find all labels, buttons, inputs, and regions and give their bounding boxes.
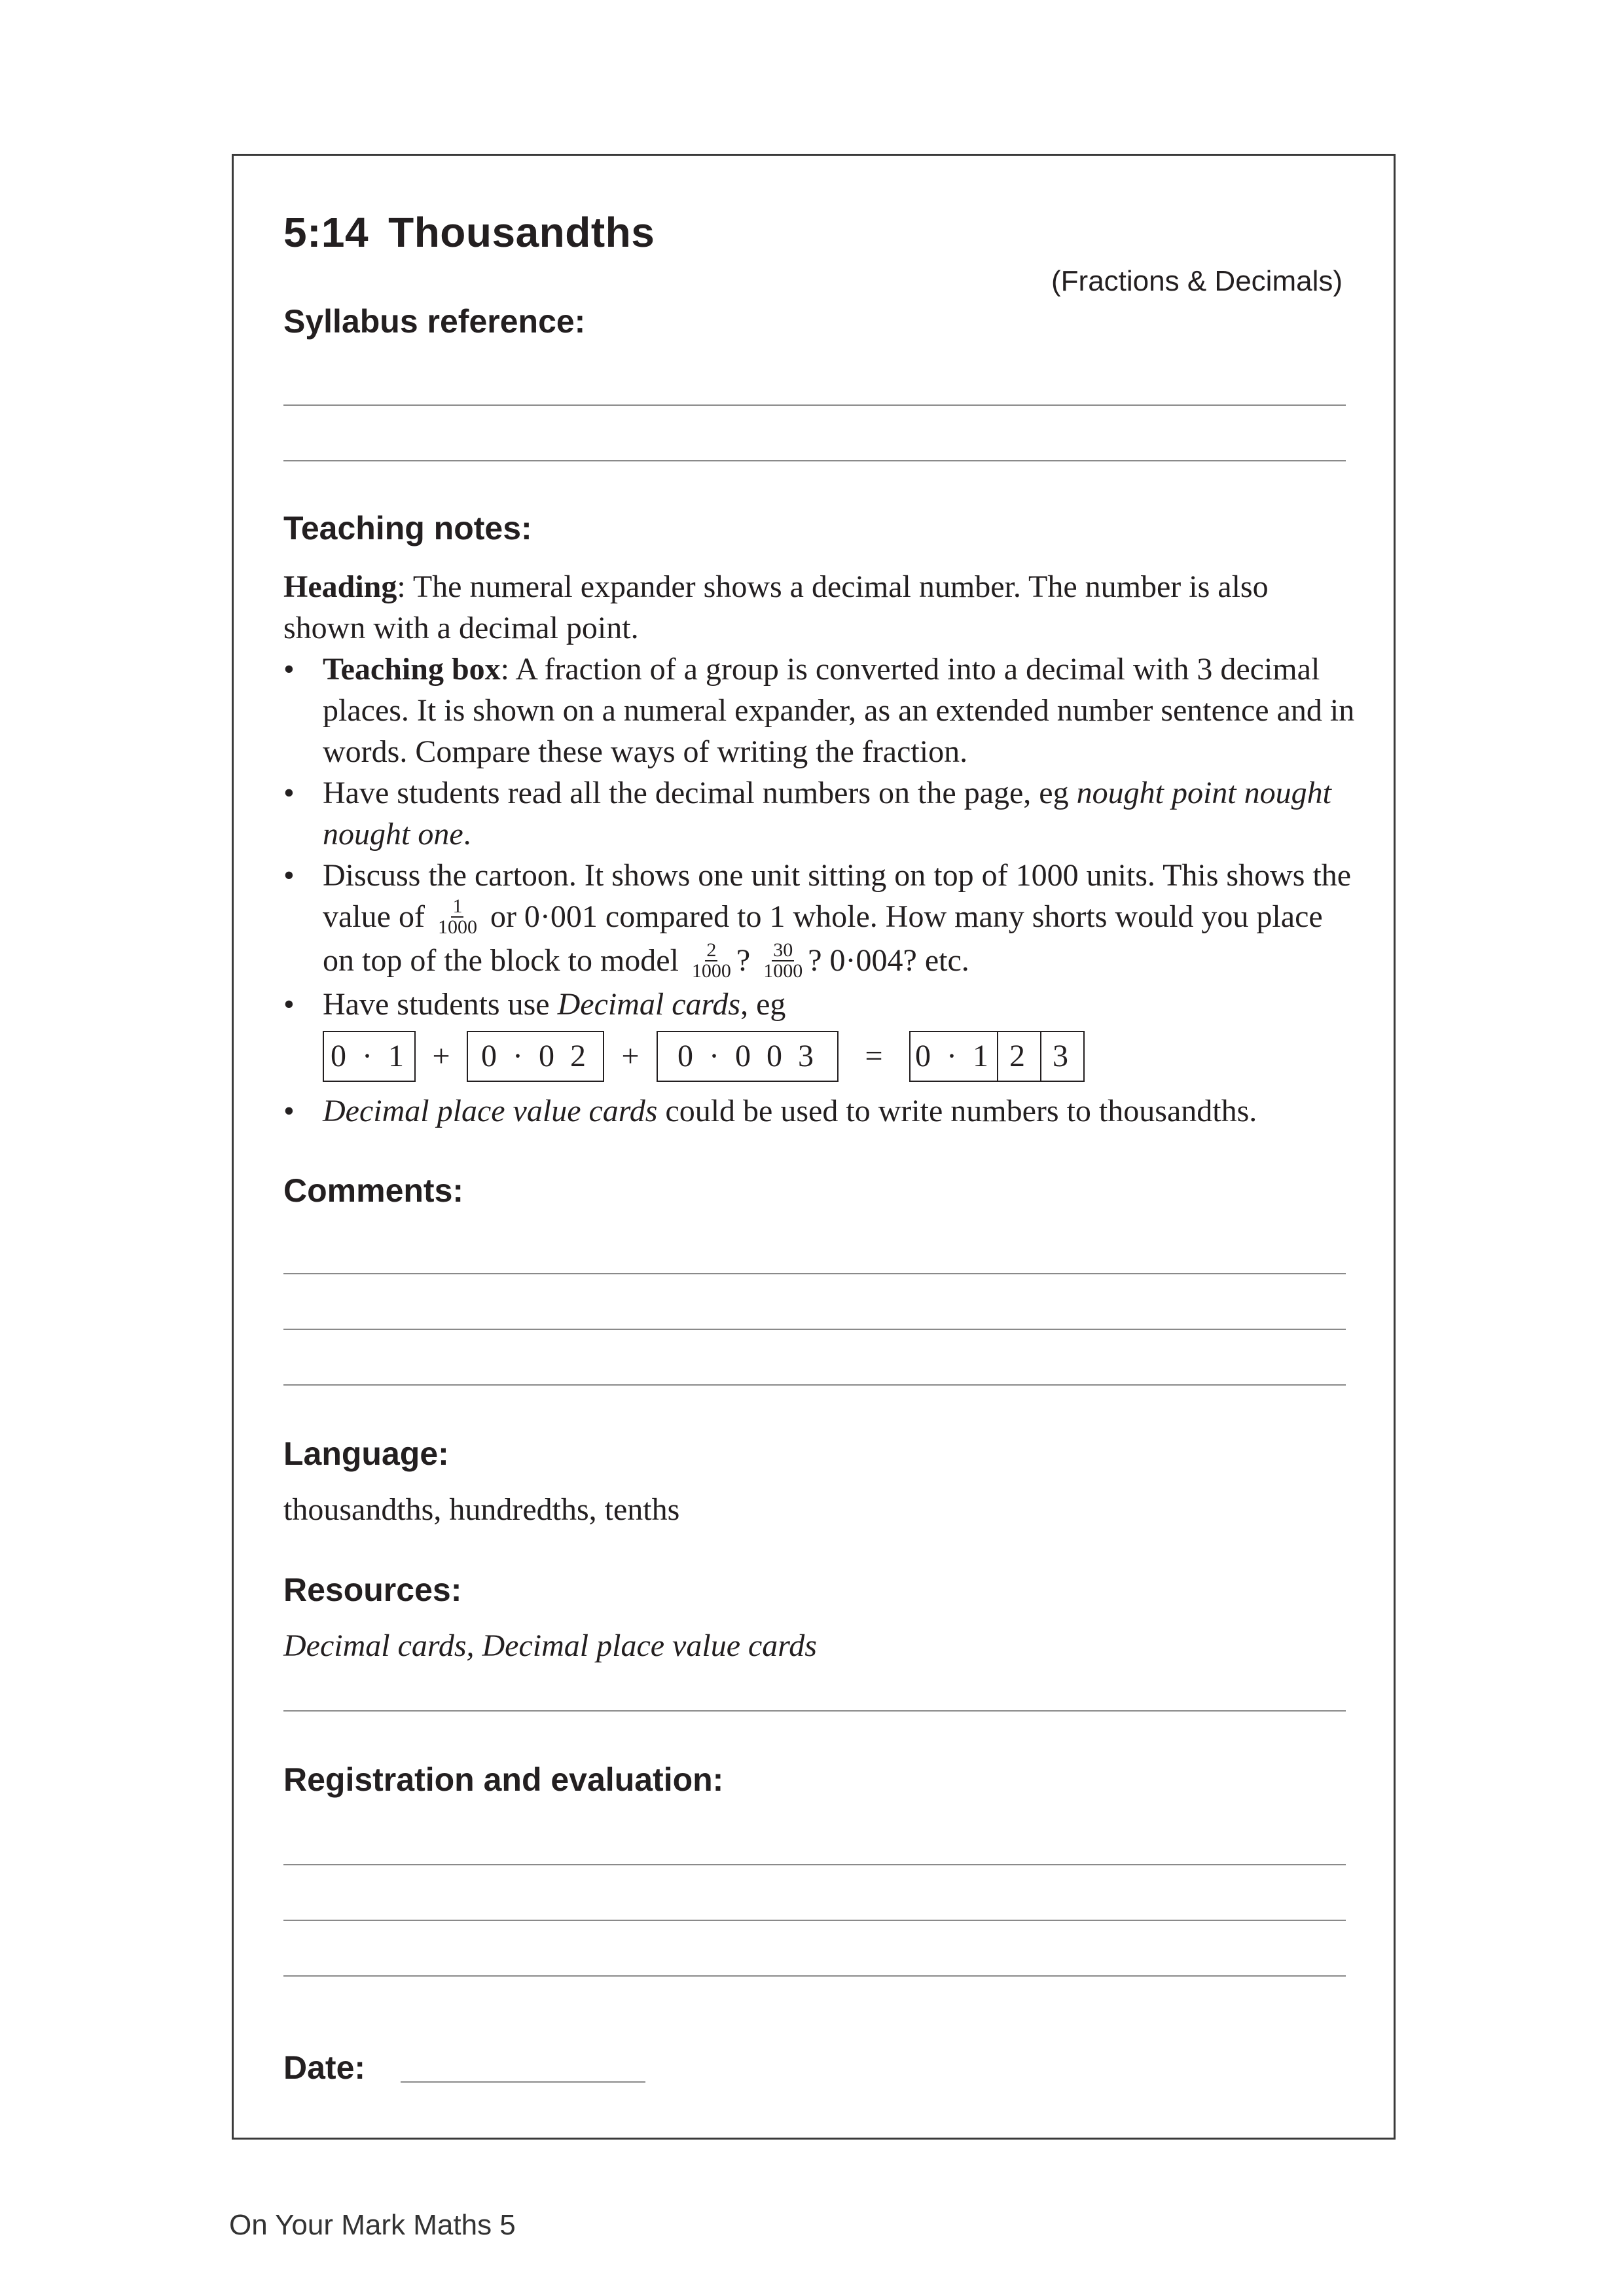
date-field-line[interactable] (401, 2081, 645, 2083)
comments-line-1[interactable] (283, 1273, 1346, 1274)
read-decimals-end: . (463, 817, 471, 852)
result-tenths-cell: 0 · 1 (914, 1039, 992, 1074)
decimal-cards-example (323, 1029, 1357, 1084)
teaching-box-label: Teaching box (323, 652, 501, 687)
heading-note-label: Heading (283, 569, 397, 604)
fraction-1-1000 (438, 897, 477, 937)
decimal-card-tenths: 0 · 1 (323, 1031, 416, 1082)
page-title (283, 208, 655, 257)
teaching-notes-heading: Teaching notes: (283, 510, 532, 547)
heading-note (283, 566, 1357, 649)
bullet: • (283, 986, 295, 1022)
registration-heading: Registration and evaluation: (283, 1761, 724, 1798)
comments-line-2[interactable] (283, 1329, 1346, 1330)
fraction-numerator: 1 (452, 895, 463, 917)
place-value-cards-italic: Decimal place value cards (323, 1093, 658, 1128)
decimal-cards-text: Have students use (323, 986, 558, 1022)
cartoon-text-a: Discuss the cartoon. It shows one unit sitting on top of 1000 units. This shows the value of (323, 858, 1352, 934)
decimal-card-hundredths: 0 · 0 2 (467, 1031, 604, 1082)
resources-text: Decimal cards, Decimal place value cards (283, 1628, 817, 1663)
fraction-2-1000 (692, 941, 731, 981)
read-decimals-text: Have students read all the decimal numbers on the page, eg (323, 776, 1077, 810)
comments-heading: Comments: (283, 1172, 464, 1209)
language-heading: Language: (283, 1435, 449, 1472)
heading-note-text: : The numeral expander shows a decimal number. The number is also shown with a decimal point. (283, 569, 1269, 645)
lesson-title: Thousandths (388, 209, 655, 256)
fraction-30-1000 (763, 941, 803, 981)
resources-line[interactable] (283, 1710, 1346, 1712)
page-footer: On Your Mark Maths 5 (229, 2209, 516, 2241)
teaching-box-text: : A fraction of a group is converted into a decimal with 3 decimal places. It is shown on a numeral expander, as an extended number sentence and in words. Compare these ways of writing the fraction. (323, 652, 1355, 769)
list-item (283, 984, 1357, 1084)
equals-sign: = (865, 1039, 883, 1074)
syllabus-line-2[interactable] (283, 460, 1346, 461)
syllabus-line-1[interactable] (283, 404, 1346, 406)
decimal-card-thousandths: 0 · 0 0 3 (657, 1031, 839, 1082)
list-item (283, 1090, 1357, 1132)
list-item (283, 649, 1357, 772)
decimal-cards-end: , eg (740, 986, 786, 1022)
question-mark: ? (736, 942, 751, 978)
bullet: • (283, 776, 295, 810)
place-value-cards-text: could be used to write numbers to thousandths. (657, 1093, 1257, 1128)
bullet: • (283, 1093, 295, 1128)
page-frame (232, 154, 1396, 2140)
decimal-cards-italic: Decimal cards (557, 986, 741, 1022)
list-item (283, 772, 1357, 855)
lesson-number: 5:14 (283, 209, 369, 256)
fraction-denominator: 1000 (763, 960, 803, 982)
bullet: • (283, 858, 295, 893)
category-label: (Fractions & Decimals) (1051, 265, 1343, 297)
comments-line-3[interactable] (283, 1384, 1346, 1386)
fraction-numerator: 30 (773, 939, 793, 961)
notes-list (283, 649, 1357, 1132)
date-label: Date: (283, 2049, 366, 2086)
syllabus-heading: Syllabus reference: (283, 303, 586, 340)
registration-line-2[interactable] (283, 1920, 1346, 1921)
resources-heading: Resources: (283, 1571, 462, 1608)
list-item (283, 855, 1357, 984)
registration-line-3[interactable] (283, 1975, 1346, 1977)
plus-sign: + (621, 1039, 640, 1074)
fraction-denominator: 1000 (691, 960, 731, 982)
registration-line-1[interactable] (283, 1864, 1346, 1865)
decimal-card-result (909, 1031, 1085, 1082)
bullet: • (283, 652, 295, 687)
cartoon-text-c: ? 0·004? etc. (808, 942, 969, 978)
fraction-denominator: 1000 (437, 916, 477, 938)
plus-sign: + (432, 1039, 450, 1074)
read-decimals-example: nought point nought nought one (323, 776, 1331, 852)
result-hundredths-cell: 2 (997, 1032, 1040, 1081)
cartoon-text-b: or 0·001 compared to 1 whole. How many shorts would you place on top of the block to model (323, 899, 1323, 978)
fraction-numerator: 2 (706, 939, 717, 961)
teaching-notes-body (283, 566, 1357, 1132)
language-text: thousandths, hundredths, tenths (283, 1492, 680, 1527)
result-thousandths-cell: 3 (1040, 1032, 1083, 1081)
